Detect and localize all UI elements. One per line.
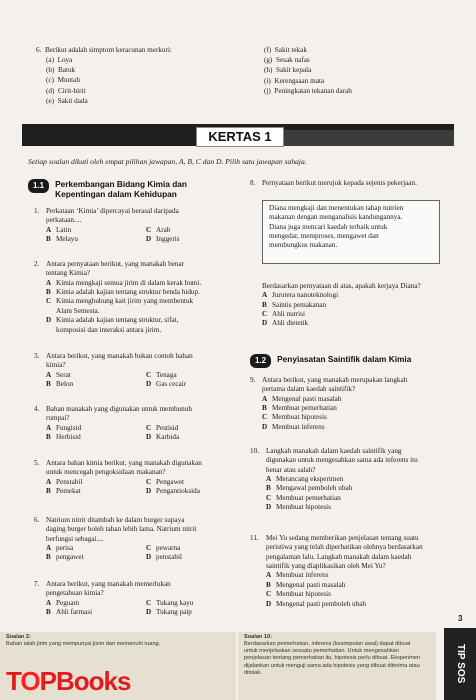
option-d[interactable]: Membuat inferens [272,422,325,431]
q-stem: perkataan.... [46,216,82,225]
question-11: 11. Mei Yu sedang memberikan penjelasan tentang suatu peristiwa yang telah diperhatikan olehnya berdasarkan pengalaman lalu. Langkah manakah dalam kaedah saintifik yang diaplikasikan oleh Mei Yu? A Membuat inferens B Mengenal pasti masalah C Membuat hipotesis D Mengenal pasti pemboleh ubah [250,534,423,608]
q-stem: Antara berikut, yang manakah merupakan langkah [262,376,408,384]
option-c[interactable]: Membuat hipotesis [272,413,327,422]
question-10: 10. Langkah manakah dalam kaedah saintifik yang digunakan untuk mengesahkan sama ada inferens itu benar atau salah? A Merancang eksperimen B Mengawal pemboleh ubah C Membuat pemerhatian D Membuat hipotesis [250,447,418,512]
footer-note-line: untuk menjelaskan sesuatu pemerhatian. Untuk mengesahkan [244,648,399,655]
q-stem: pengetahuan kimia? [46,589,104,598]
footer-note-title: Soalan 2: [6,634,31,640]
option-c[interactable]: Pengawet [156,477,184,486]
logo-letter: O [20,666,40,696]
option-d[interactable]: Kimia adalah kajian tentang struktur, sifat, [56,316,179,325]
q-stem: peristiwa yang telah diperhatikan olehnya berdasarkan [266,543,423,552]
q6-item: Loya [57,56,73,64]
q6-item: Sesak nafas [275,56,310,65]
option-a[interactable]: Peguam [56,598,80,607]
box-line: Diana juga mencari kaedah terbaik untuk [269,222,388,231]
option-b[interactable]: Saintis pemakanan [272,300,327,309]
q8-statement-box [262,200,440,264]
q-stem: berfungsi sebagai.... [46,534,104,543]
q-stem: kimia? [46,361,66,370]
footer-note-right [238,632,436,700]
logo-word: Books [56,666,131,696]
box-line: Diana mengkaji dan menentukan tahap nutrien [269,204,404,212]
question-2: 2. Antara pernyataan berikut, yang manakah benar tentang Kimia? A Kimia mengkaji semua jirim di dalam kerak bumi. B Kimia adalah kajian tentang struktur benda hidup. C Kimia menghubung kait jirim yang membentuk Alam Semesta. D Kimia adalah kajian tentang struktur, sifat, komposisi dan interaksi antara jirim. [34,260,202,334]
option-d-cont: komposisi dan interaksi antara jirim. [56,325,162,334]
q6-item: Sakit tekak [274,46,307,54]
option-c[interactable]: Kimia menghubung kait jirim yang membentuk [56,297,194,306]
instructions: Setiap soalan dikuti oleh empat pilihan jawapan, A, B, C dan D. Pilih satu jawapan sahaja. [28,157,307,166]
question-4: 4. Bahan manakah yang digunakan untuk membunuh rumpai? A Fungisid C Pestisid B Herbisid D Karbida [34,405,246,442]
q-number: 3. [34,352,40,360]
q6-key: (d) [46,86,55,95]
box-line: membungkus makanan. [269,241,338,250]
option-d[interactable]: Membuat hipotesis [276,503,331,512]
option-b[interactable]: Kimia adalah kajian tentang struktur benda hidup. [56,288,200,297]
q-number: 2. [34,260,40,268]
section-1-1-header [28,179,187,200]
q-number: 8. [250,179,256,187]
option-a[interactable]: Penstabil [56,477,83,486]
option-c[interactable]: Arab [156,225,171,234]
q6-key: (i) [264,76,271,85]
q6-key: (h) [264,66,273,75]
question-3: 3. Antara berikut, yang manakah bukan contoh bahan kimia? A Serat C Tenaga B Belon D Gas cecair [34,352,246,389]
q6-item: Sakit kepala [275,66,312,75]
q6-item: Batuk [57,66,76,75]
option-c[interactable]: Tukang kayu [156,598,194,607]
option-a[interactable]: Kimia mengkaji semua jirim di dalam kerak bumi. [56,278,202,287]
option-a[interactable]: perisa [56,544,74,553]
q6-key: (b) [46,66,55,75]
option-c[interactable]: pewarna [156,544,181,553]
q-stem: Antara berikut, yang manakah memerlukan [46,580,171,588]
option-b[interactable]: Belon [56,380,74,389]
option-b[interactable]: Mengenal pasti masalah [276,580,346,589]
q6-key: (c) [46,76,54,85]
option-b[interactable]: Ahli farmasi [56,608,93,617]
question-7: 7. Antara berikut, yang manakah memerlukan pengetahuan kimia? A Peguam C Tukang kayu B Ahli farmasi D Tukang paip [34,580,246,617]
footer-note-line: penjelasan tentang pemerhatian itu, hipotesis perlu dibuat. Eksperimen [244,655,421,662]
logo-letter: T [6,666,21,696]
footer-note-line: dijalankan untuk menguji sama ada hipotesis yang dibuat diterima atau [244,662,420,669]
q-stem: Bahan manakah yang digunakan untuk membunuh [46,405,192,413]
option-d[interactable]: Pengantioksida [156,487,200,496]
kertas-title: KERTAS 1 [196,127,284,147]
q-stem: saintifik yang diaplikasikan oleh Mei Yu? [266,562,386,571]
q6-stem: Berikut adalah simptom keracunan merkuri: [44,46,172,54]
q-stem: Antara pernyataan berikut, yang manakah benar [46,260,185,268]
option-b[interactable]: Membuat pemerhatian [272,404,337,413]
question-6: 6. Natrium nitrit ditambah ke dalam burger supaya daging burger boleh tahan lebih lama. Natrium nitrit berfungsi sebagai.... A perisa C pewarna B pengawet D penstabil [34,516,246,563]
q-stem: Mei Yu sedang memberikan penjelasan tentang suatu [266,534,419,542]
kertas-banner-shadow [282,130,454,146]
q-number: 11. [250,534,259,542]
q-stem: untuk mencegah pengoksidaan makanan? [46,468,166,477]
q-stem: benar atau salah? [266,465,316,474]
option-a[interactable]: Serat [56,370,71,379]
section-badge: 1.1 [28,179,49,193]
q-stem: Antara berikut, yang manakah bukan contoh bahan [46,352,193,360]
option-d[interactable]: Tukang paip [156,608,192,617]
question-1: 1. Perkataan ‘Kimia’ dipercayai berasal daripada perkataan.... A Latin C Arab B Melayu D Inggeris [34,207,246,244]
q6-item: Sakit dada [57,96,88,105]
option-b[interactable]: pengawet [56,553,84,562]
q-stem: Antara bahan kimia berikut, yang manakah digunakan [46,459,202,467]
footer-note-line: Berdasarkan pemerhatian, inferens (kesimpulan awal) dapat dibuat [244,641,411,648]
option-a[interactable]: Mengenal pasti masalah [272,394,342,403]
box-line: mengedar, memproses, mengawet dan [269,232,379,241]
q-number: 9. [250,376,256,384]
option-a[interactable]: Latin [56,225,72,234]
q-number: 1. [34,207,40,215]
q-stem: tentang Kimia? [46,269,91,278]
footer-note-text: Bahan ialah jirim yang mempunyai jisim dan memenuhi ruang. [6,641,161,648]
option-d[interactable]: penstabil [156,553,182,562]
q-number: 5. [34,459,40,467]
q6-item: Muntah [57,76,80,85]
option-c[interactable]: Tenaga [156,370,177,379]
footer-note-title: Soalan 10: [244,634,272,640]
option-d[interactable]: Inggeris [156,235,180,244]
option-c[interactable]: Membuat pemerhatian [276,493,341,502]
option-c[interactable]: Pestisid [156,423,179,432]
q-number: 7. [34,580,40,588]
q-stem: Berdasarkan pernyataan di atas, apakah kerjaya Diana? [262,282,421,290]
q-stem: Perkataan ‘Kimia’ dipercayai berasal daripada [46,207,179,215]
q6-number: 6. [36,46,42,54]
option-d[interactable]: Gas cecair [156,380,187,389]
q6-item: Peningkatan tekanan darah [274,86,352,95]
q-stem: pertama dalam kaedah saintifik? [262,385,356,394]
option-b[interactable]: Mengawal pemboleh ubah [276,484,353,493]
tab-label: TIP SOS [455,644,466,684]
q6-key: (j) [264,86,271,95]
option-b[interactable]: Melayu [56,235,78,244]
option-b[interactable]: Pemekat [56,487,81,496]
q-number: 10. [250,447,259,455]
q-stem: Langkah manakah dalam kaedah saintifik yang [266,447,402,455]
footer-note-line: ditolak. [244,669,262,676]
question-5: 5. Antara bahan kimia berikut, yang manakah digunakan untuk mencegah pengoksidaan makanan? A Penstabil C Pengawet B Pemekat D Pengantioksida [34,459,246,496]
option-c[interactable]: Membuat hipotesis [276,590,331,599]
section-title [55,179,187,200]
option-a[interactable]: Jurutera nanoteknologi [272,291,339,300]
section-1-2-header [250,354,411,368]
section-title-line: Kepentingan dalam Kehidupan [55,189,177,200]
q6-item: Kerengsaan mata [274,76,325,85]
option-c[interactable]: Ahli nutrisi [272,310,305,319]
q-number: 6. [34,516,40,524]
q-stem: digunakan untuk mengesahkan sama ada inferens itu [266,456,418,465]
option-b[interactable]: Herbisid [56,433,81,442]
question-8 [250,179,417,188]
q6-key: (e) [46,96,54,105]
logo-letter: P [39,666,56,696]
section-title: Penyiasatan Saintifik dalam Kimia [277,354,412,364]
option-c-cont: Alam Semesta. [56,306,100,315]
q6-key: (a) [46,56,54,64]
q6-item: Cirit-birit [57,86,86,95]
q-stem: Natrium nitrit ditambah ke dalam burger supaya [46,516,185,524]
q-stem: daging burger boleh tahan lebih lama. Natrium nitrit [46,525,197,534]
option-d[interactable]: Mengenal pasti pemboleh ubah [276,599,367,608]
option-d[interactable]: Karbida [156,433,180,442]
q-stem: pengalaman lalu. Langkah manakah dalam kaedah [266,552,412,561]
question-9: 9. Antara berikut, yang manakah merupakan langkah pertama dalam kaedah saintifik? A Mengenal pasti masalah B Membuat pemerhatian C Membuat hipotesis D Membuat inferens [250,376,408,431]
topbooks-logo [6,664,156,698]
q-number: 4. [34,405,40,413]
section-badge: 1.2 [250,354,271,368]
question-8-options: Berdasarkan pernyataan di atas, apakah kerjaya Diana? A Jurutera nanoteknologi B Saintis pemakanan C Ahli nutrisi D Ahli dietetik [262,282,421,328]
box-line: makanan dengan menganalisis kandungannya. [269,213,403,222]
section-title-line: Perkembangan Bidang Kimia dan [55,179,187,189]
q6-key: (f) [264,46,272,54]
option-a[interactable]: Fungisid [56,423,82,432]
q-stem: rumpai? [46,414,70,423]
q6-key: (g) [264,56,273,65]
tip-sos-tab [444,628,476,700]
option-a[interactable]: Membuat inferens [276,571,329,580]
option-a[interactable]: Merancang eksperimen [276,475,344,484]
q-stem: Pernyataan berikut merujuk kepada sejenis pekerjaan. [262,179,417,187]
page-number: 3 [458,614,463,623]
option-d[interactable]: Ahli dietetik [272,319,309,328]
